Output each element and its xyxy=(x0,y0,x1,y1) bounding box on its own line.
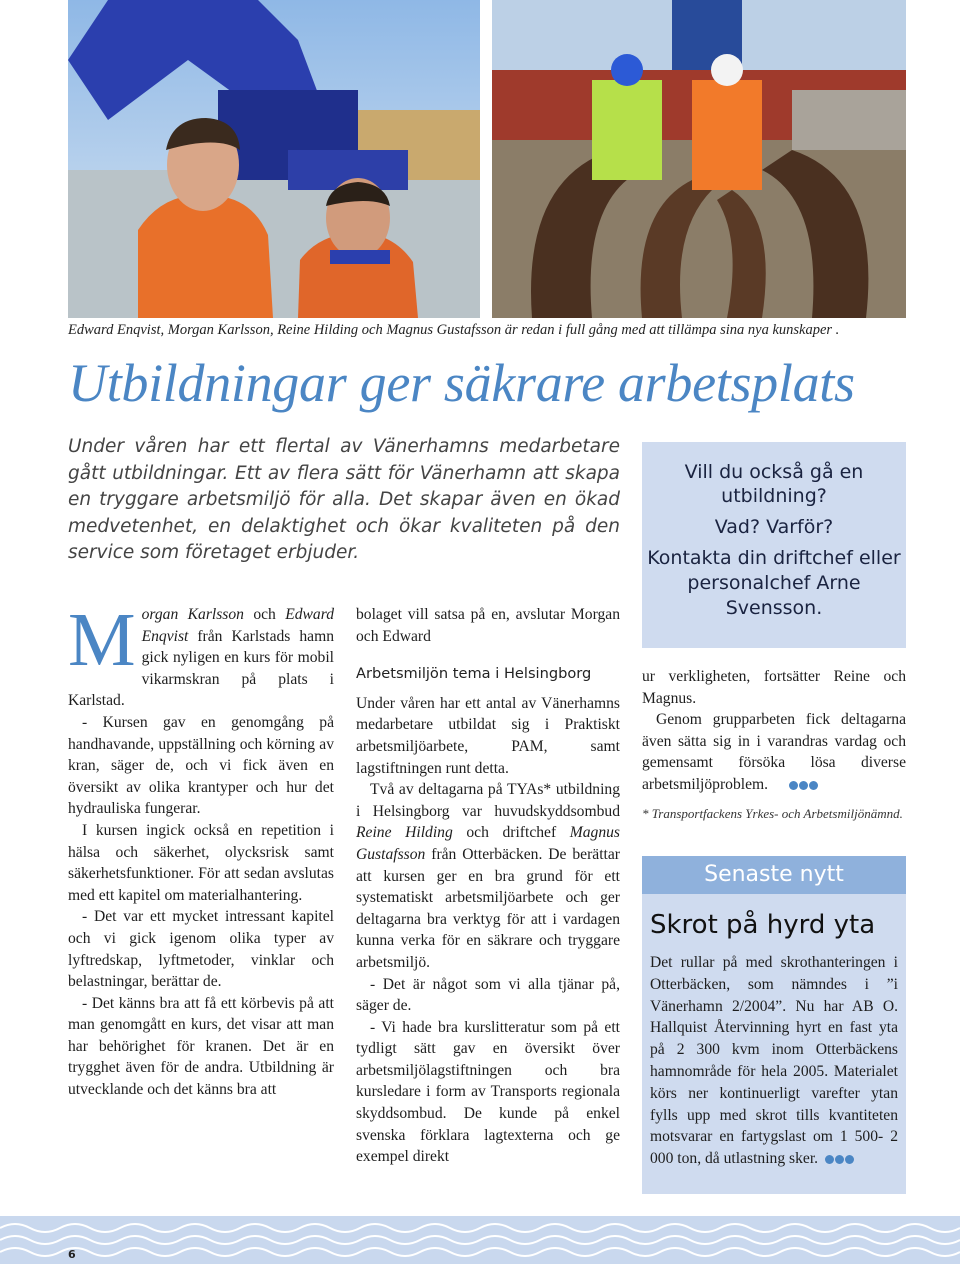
intro-names: organ Karlsson xyxy=(141,606,244,623)
drop-cap: M xyxy=(68,598,136,682)
end-mark-icon xyxy=(824,1149,854,1171)
col2-paragraph: Under våren har ett antal av Vänerhamns medarbetare utbildat sig i Praktiskt arbetsmiljöarbete, PAM, samt lagstiftningen runt detta. xyxy=(356,694,620,777)
article-column-3 xyxy=(642,666,906,796)
intro-text: från Karlstads hamn gick nyligen en kurs för mobil vikarmskran på plats i Karlstad. xyxy=(68,627,334,710)
headline: Utbildningar ger säkrare arbetsplats xyxy=(68,353,855,413)
col2-paragraph: Två av deltagarna på TYAs* utbildning i Helsingborg var huvudskyddsombud Reine Hilding och driftchef Magnus Gustafsson från Otterbäcken. De berättar att kursen ger en bra grund för ett systematiskt arbetsmiljöarbete och ger deltagarna bra verktyg för att i vardagen kunna verka för en säkrare och tryggare arbetsmiljö. xyxy=(356,781,620,971)
news-title: Skrot på hyrd yta xyxy=(650,910,876,940)
col3-paragraph: Genom grupparbeten fick deltagarna även sätta sig in i varandras vardag och gemensamt försöka lösa diverse arbetsmiljöproblem. xyxy=(642,709,906,796)
col2-paragraph: bolaget vill satsa på en, avslutar Morgan och Edward xyxy=(356,606,620,645)
footnote: * Transportfackens Yrkes- och Arbetsmiljönämnd. xyxy=(642,806,903,821)
col3-paragraph: ur verkligheten, fortsätter Reine och Magnus. xyxy=(642,668,906,707)
info-question: Vill du också gå en utbildning? xyxy=(684,461,864,507)
col1-paragraph: - Kursen gav en genomgång på handhavande, uppställning och körning av kran, säger de, och vi fick även en översikt av olika krantyper och hur det hydrauliska fungerar. xyxy=(68,713,334,818)
training-info-box xyxy=(642,442,906,648)
page-number: 6 xyxy=(68,1248,76,1261)
col1-paragraph: - Det var ett mycket intressant kapitel och vi gick igenom olika typer av lyftredskap, lyftmetoder, vinklar och belastningar, berättar de. xyxy=(68,908,334,991)
article-column-1: Morgan Karlsson och Edward Enqvist från Karlstads hamn gick nyligen en kurs för mobil vikarmskran på plats i Karlstad. - Kursen gav en genomgång på handhavande, uppställning och körning av kran, säger de, och vi fick även en översikt av olika krantyper och hur det hydrauliska fungerar. I kursen ingick också en repetition i hälsa och säkerhet, olycksrisk samt säkerhetsfunktioner. För att sedan avslutas med ett kapitel om materialhantering. - Det var ett mycket intressant kapitel och vi gick igenom olika typer av lyftredskap, lyftmetoder, vinklar och belastningar, berättar de. - Det känns bra att få ett körbevis på att man genomgått en kurs, det visar att man har behörighet för kranen. Det är en trygghet även för de andra. Utbildning är utvecklande och det känns bra att xyxy=(68,604,334,1101)
photo-grab-workers xyxy=(492,0,906,318)
photo-crane-workers xyxy=(68,0,480,318)
col2-paragraph: - Det är något som vi alla tjänar på, säger de. xyxy=(356,975,620,1015)
article-column-2 xyxy=(356,604,620,1168)
col1-paragraph: I kursen ingick också en repetition i hälsa och säkerhet, olycksrisk samt säkerhetsfunktioner. För att sedan avslutas med ett kapitel om materialhantering. xyxy=(68,821,334,904)
photo-caption: Edward Enqvist, Morgan Karlsson, Reine Hilding och Magnus Gustafsson är redan i full gång med att tillämpa sina nya kunskaper . xyxy=(68,322,840,338)
info-what-why: Vad? Varför? xyxy=(714,516,834,538)
section-subhead: Arbetsmiljön tema i Helsingborg xyxy=(356,665,592,683)
news-box xyxy=(642,894,906,1194)
lead-paragraph: Under våren har ett flertal av Vänerhamns medarbetare gått utbildningar. Ett av flera sätt för Vänerhamn att skapa en tryggare arbetsmiljö för alla. Det skapar även en ökad medvetenhet, en delaktighet och ökar kvaliteten på den service som företaget erbjuder. xyxy=(68,436,620,563)
footer-wave-band xyxy=(0,1216,960,1264)
intro-names-2: Edward Enqvist xyxy=(141,606,335,645)
news-body: Det rullar på med skrothanteringen i Otterbäcken, som nämndes i ”i Vänerhamn 2/2004”. Nu har AB O. Hallquist Återvinning hyrt en fast yta på 2 300 kvm inom Otterbäckens hamnområde för hela 2005. Materialet körs ner kontinuerligt varefter ytan fylls upp med skrot tills kvantiteten motsvarar en fartygslast om 1 500- 2 000 ton, då utlastning sker. xyxy=(650,952,898,1170)
col2-paragraph: - Vi hade bra kurslitteratur som på ett tydligt sätt gav en översikt över arbetsmiljölagstiftningen och bra kursledare i form av Transports regionala skyddsombud. De kunde på enkel svenska förklara lagtexterna och ge exempel direkt xyxy=(356,1018,620,1166)
info-contact: Kontakta din driftchef eller personalchef Arne Svensson. xyxy=(647,547,901,619)
col1-paragraph: - Det känns bra att få ett körbevis på att man genomgått en kurs, det visar att man har behörighet för kranen. Det är en trygghet även för de andra. Utbildning är utvecklande och det känns bra att xyxy=(68,994,334,1099)
end-mark-icon xyxy=(774,775,818,797)
news-label: Senaste nytt xyxy=(642,856,906,894)
